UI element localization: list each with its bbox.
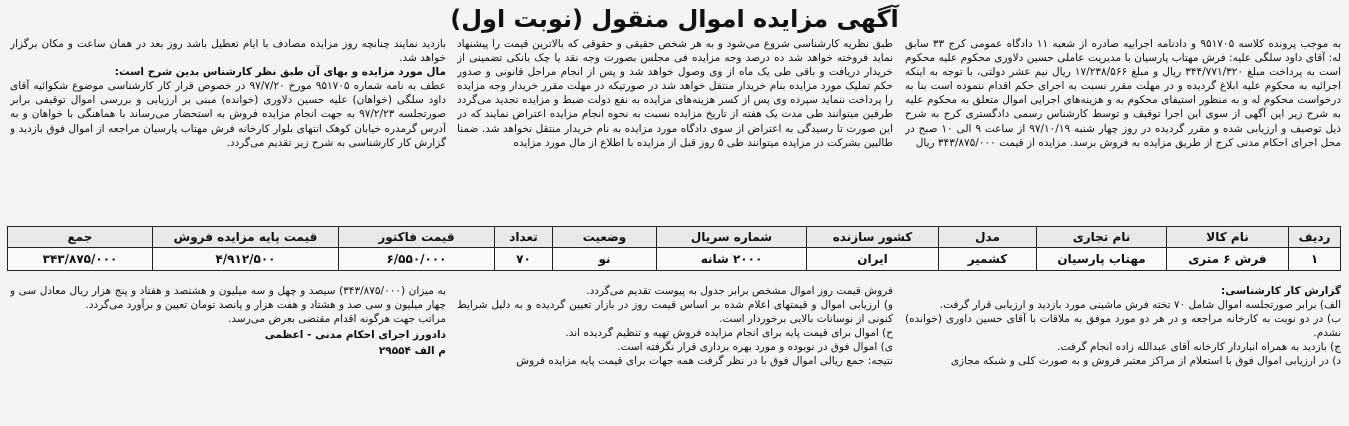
notice-text-1: به موجب پرونده کلاسه ۹۵۱۷۰۵ و دادنامه اجراییه صادره از شعبه ۱۱ دادگاه عمومی کرج ۳۳ سابق له: آقای داود سلگی علیه: فرش مهتاب پارسیان با مدیریت عاملی حسین دلاوری محکوم علیه محکوم است به پرداخت مبلغ ۳۴۴/۷۷۱/۳۲۰ ریال و مبلغ ۱۷/۲۳۸/۵۶۶ ریال نیم عشر دولتی، با توجه به اینکه اجرائیه به محکوم علیه ابلاغ گردیده و در مهلت مقرر نسبت به اجرای حکم اقدام ننموده است بنا به درخواست محکوم له و به منظور استیفای محکوم به و هزینه‌های اجرایی اموال متعلق به محکوم علیه به شرح زیر این آگهی از سوی این اجرا توقیف و توسط کارشناس رسمی دادگستری کرج به شرح ذیل توصیف و ارزیابی شده و مقرر گردیده در روز چهار شنبه ۹۷/۱۰/۱۹ از ساعت ۹ الی ۱۰ صبح در محل اجرای احکام مدنی کرج از طریق مزایده به فروش برسد. مزایده از قیمت ۳۴۳/۸۷۵/۰۰۰ ریال: [905, 38, 1341, 149]
report-line: ج) بازدید به همراه انباردار کارخانه آقای عبدالله زاده انجام گرفت.: [1057, 341, 1341, 354]
signature: دادورز اجرای احکام مدنی - اعظمی: [264, 329, 446, 342]
table-cell: ۶/۵۵۰/۰۰۰: [339, 248, 495, 271]
item-heading: مال مورد مزایده و بهای آن طبق نظر کارشناس بدین شرح است:: [114, 66, 446, 79]
report-line: ب) در دو نوبت به کارخانه مراجعه و در هر دو مورد موفق به ملاقات با آقای حسین داوری (خوانده) نشدم.: [905, 313, 1341, 340]
table-header: قیمت پایه مزایده فروش: [153, 227, 339, 248]
notice-paragraph-1: [905, 37, 1341, 207]
reference-code: م الف ۲۹۵۵۴: [378, 345, 446, 358]
table-header: تعداد: [495, 227, 553, 248]
table-header: شماره سریال: [657, 227, 807, 248]
table-header: قیمت فاکتور: [339, 227, 495, 248]
table-header: جمع: [8, 227, 153, 248]
expert-report: [905, 284, 1341, 424]
notice-paragraph-2: [457, 37, 893, 207]
table-cell: فرش ۶ متری: [1167, 248, 1289, 271]
report-line: د) در ارزیابی اموال فوق با استعلام از مراکز معتبر فروش و به صورت کلی و شبکه مجازی: [950, 355, 1341, 368]
table-header: نام کالا: [1167, 227, 1289, 248]
table-header: نام تجاری: [1037, 227, 1167, 248]
table-cell: ۴/۹۱۲/۵۰۰: [153, 248, 339, 271]
table-cell: کشمیر: [939, 248, 1037, 271]
report-line: فروش قیمت روز اموال مشخص برابر جدول به پیوست تقدیم می‌گردد.: [586, 285, 893, 297]
report-heading: گزارش کار کارشناسی:: [1221, 285, 1341, 297]
table-header: وضعیت: [553, 227, 657, 248]
reference-code-block: [10, 344, 446, 358]
notice-text-2: طبق نظریه کارشناسی شروع می‌شود و به هر شخص حقیقی و حقوقی که بالاترین قیمت را پیشنهاد نماید فروخته خواهد شد ده درصد وجه مزایده فی مجلس بصورت وجه نقد یا چک بانکی تضمینی از خریدار دریافت و باقی طی یک ماه از وی وصول خواهد شد و پس از انجام مراحل قانونی و صدور حکم تملیک مورد مزایده بنام خریدار منتقل خواهد شد در صورتیکه در مهلت مقرر خریدار وجه مزایده را پرداخت ننماید سپرده وی پس از کسر هزینه‌های مزایده به نفع دولت ضبط و مزایده تجدید می‌گردد طرفین میتوانند طی مدت یک هفته از تاریخ مزایده نسبت به نحوه انجام مزایده اعتراض نمایند که در این صورت تا رسیدگی به اعتراض از سوی دادگاه مورد مزایده به نام خریدار منتقل نخواهد شد. ضمنا طالبین بشرکت در مزایده میتوانند طی ۵ روز قبل از مزایده با اطلاع از مال مورد مزایده: [457, 38, 893, 149]
table-cell: ۱: [1289, 248, 1341, 271]
table-cell: نو: [553, 248, 657, 271]
table-header: مدل: [939, 227, 1037, 248]
closing-text: مراتب جهت هرگونه اقدام مقتضی بعرض می‌رسد.: [228, 313, 446, 326]
report-line: و) ارزیابی اموال و قیمتهای اعلام شده بر اساس قیمت روز در بازار تعیین گردیده و به دلیل شرایط کنونی از نوسانات بالایی برخوردار است.: [457, 299, 893, 326]
table-cell: ایران: [807, 248, 939, 271]
report-line: ح) اموال برای قیمت پایه برای انجام مزایده فروش تهیه و تنظیم گردیده اند.: [565, 327, 893, 340]
auction-items-table: [7, 226, 1341, 271]
table-header-row: [8, 227, 1341, 248]
notice-paragraph-3: [10, 37, 446, 207]
report-line: الف) برابر صورتجلسه اموال شامل ۷۰ تخته فرش ماشینی مورد بازدید و ارزیابی قرار گرفت.: [939, 299, 1341, 312]
signature-block: [10, 328, 446, 342]
table-header: ردیف: [1289, 227, 1341, 248]
conclusion-text: به میزان (۳۴۳/۸۷۵/۰۰۰) سیصد و چهل و سه میلیون و هشتصد و هفتاد و پنج هزار ریال معادل سی و چهار میلیون و سی صد و هشتاد و هفت هزار و پانصد تومان تعیین و برآورد می‌گردد.: [10, 285, 446, 312]
table-cell: ۳۴۳/۸۷۵/۰۰۰: [8, 248, 153, 271]
report-line: ی) اموال فوق در نوبوده و مورد بهره برداری قرار نگرفته است.: [617, 341, 893, 354]
table-cell: مهتاب پارسیان: [1037, 248, 1167, 271]
expert-report-continued: [457, 284, 893, 424]
notice-title: آگهی مزایده اموال منقول (نوبت اول): [450, 5, 899, 33]
report-conclusion: [10, 284, 446, 424]
report-line: نتیجه: جمع ریالی اموال فوق با در نظر گرفت همه جهات برای قیمت پایه مزایده فروش: [516, 355, 893, 368]
table-row: [8, 248, 1341, 271]
table-header: کشور سازنده: [807, 227, 939, 248]
expert-letter: عطف به نامه شماره ۹۵۱۷۰۵ مورخ ۹۷/۷/۲۰ در خصوص قرار کار کارشناسی موضوع شکوائیه آقای داود سلگی (خواهان) علیه حسین دلاوری (خوانده) مبنی بر ارزیابی و بررسی اموال توقیفی برابر صورتجلسه ۹۷/۲/۲۳ به جهت انجام مزایده فروش به استحضار می‌رساند با هماهنگی با خواهان و به آدرس گرمدره خیابان کوهک انتهای بلوار کارخانه فرش مهتاب پارسیان مراجعه از اموال فوق بازدید و گزارش کار کارشناسی به شرح زیر تقدیم می‌گردد.: [10, 80, 446, 149]
table-cell: ۷۰: [495, 248, 553, 271]
table-cell: ۲۰۰۰ شانه: [657, 248, 807, 271]
notice-text-3: بازدید نمایند چنانچه روز مزایده مصادف با ایام تعطیل باشد روز بعد در همان ساعت و مکان برگزار خواهد شد.: [10, 38, 446, 65]
